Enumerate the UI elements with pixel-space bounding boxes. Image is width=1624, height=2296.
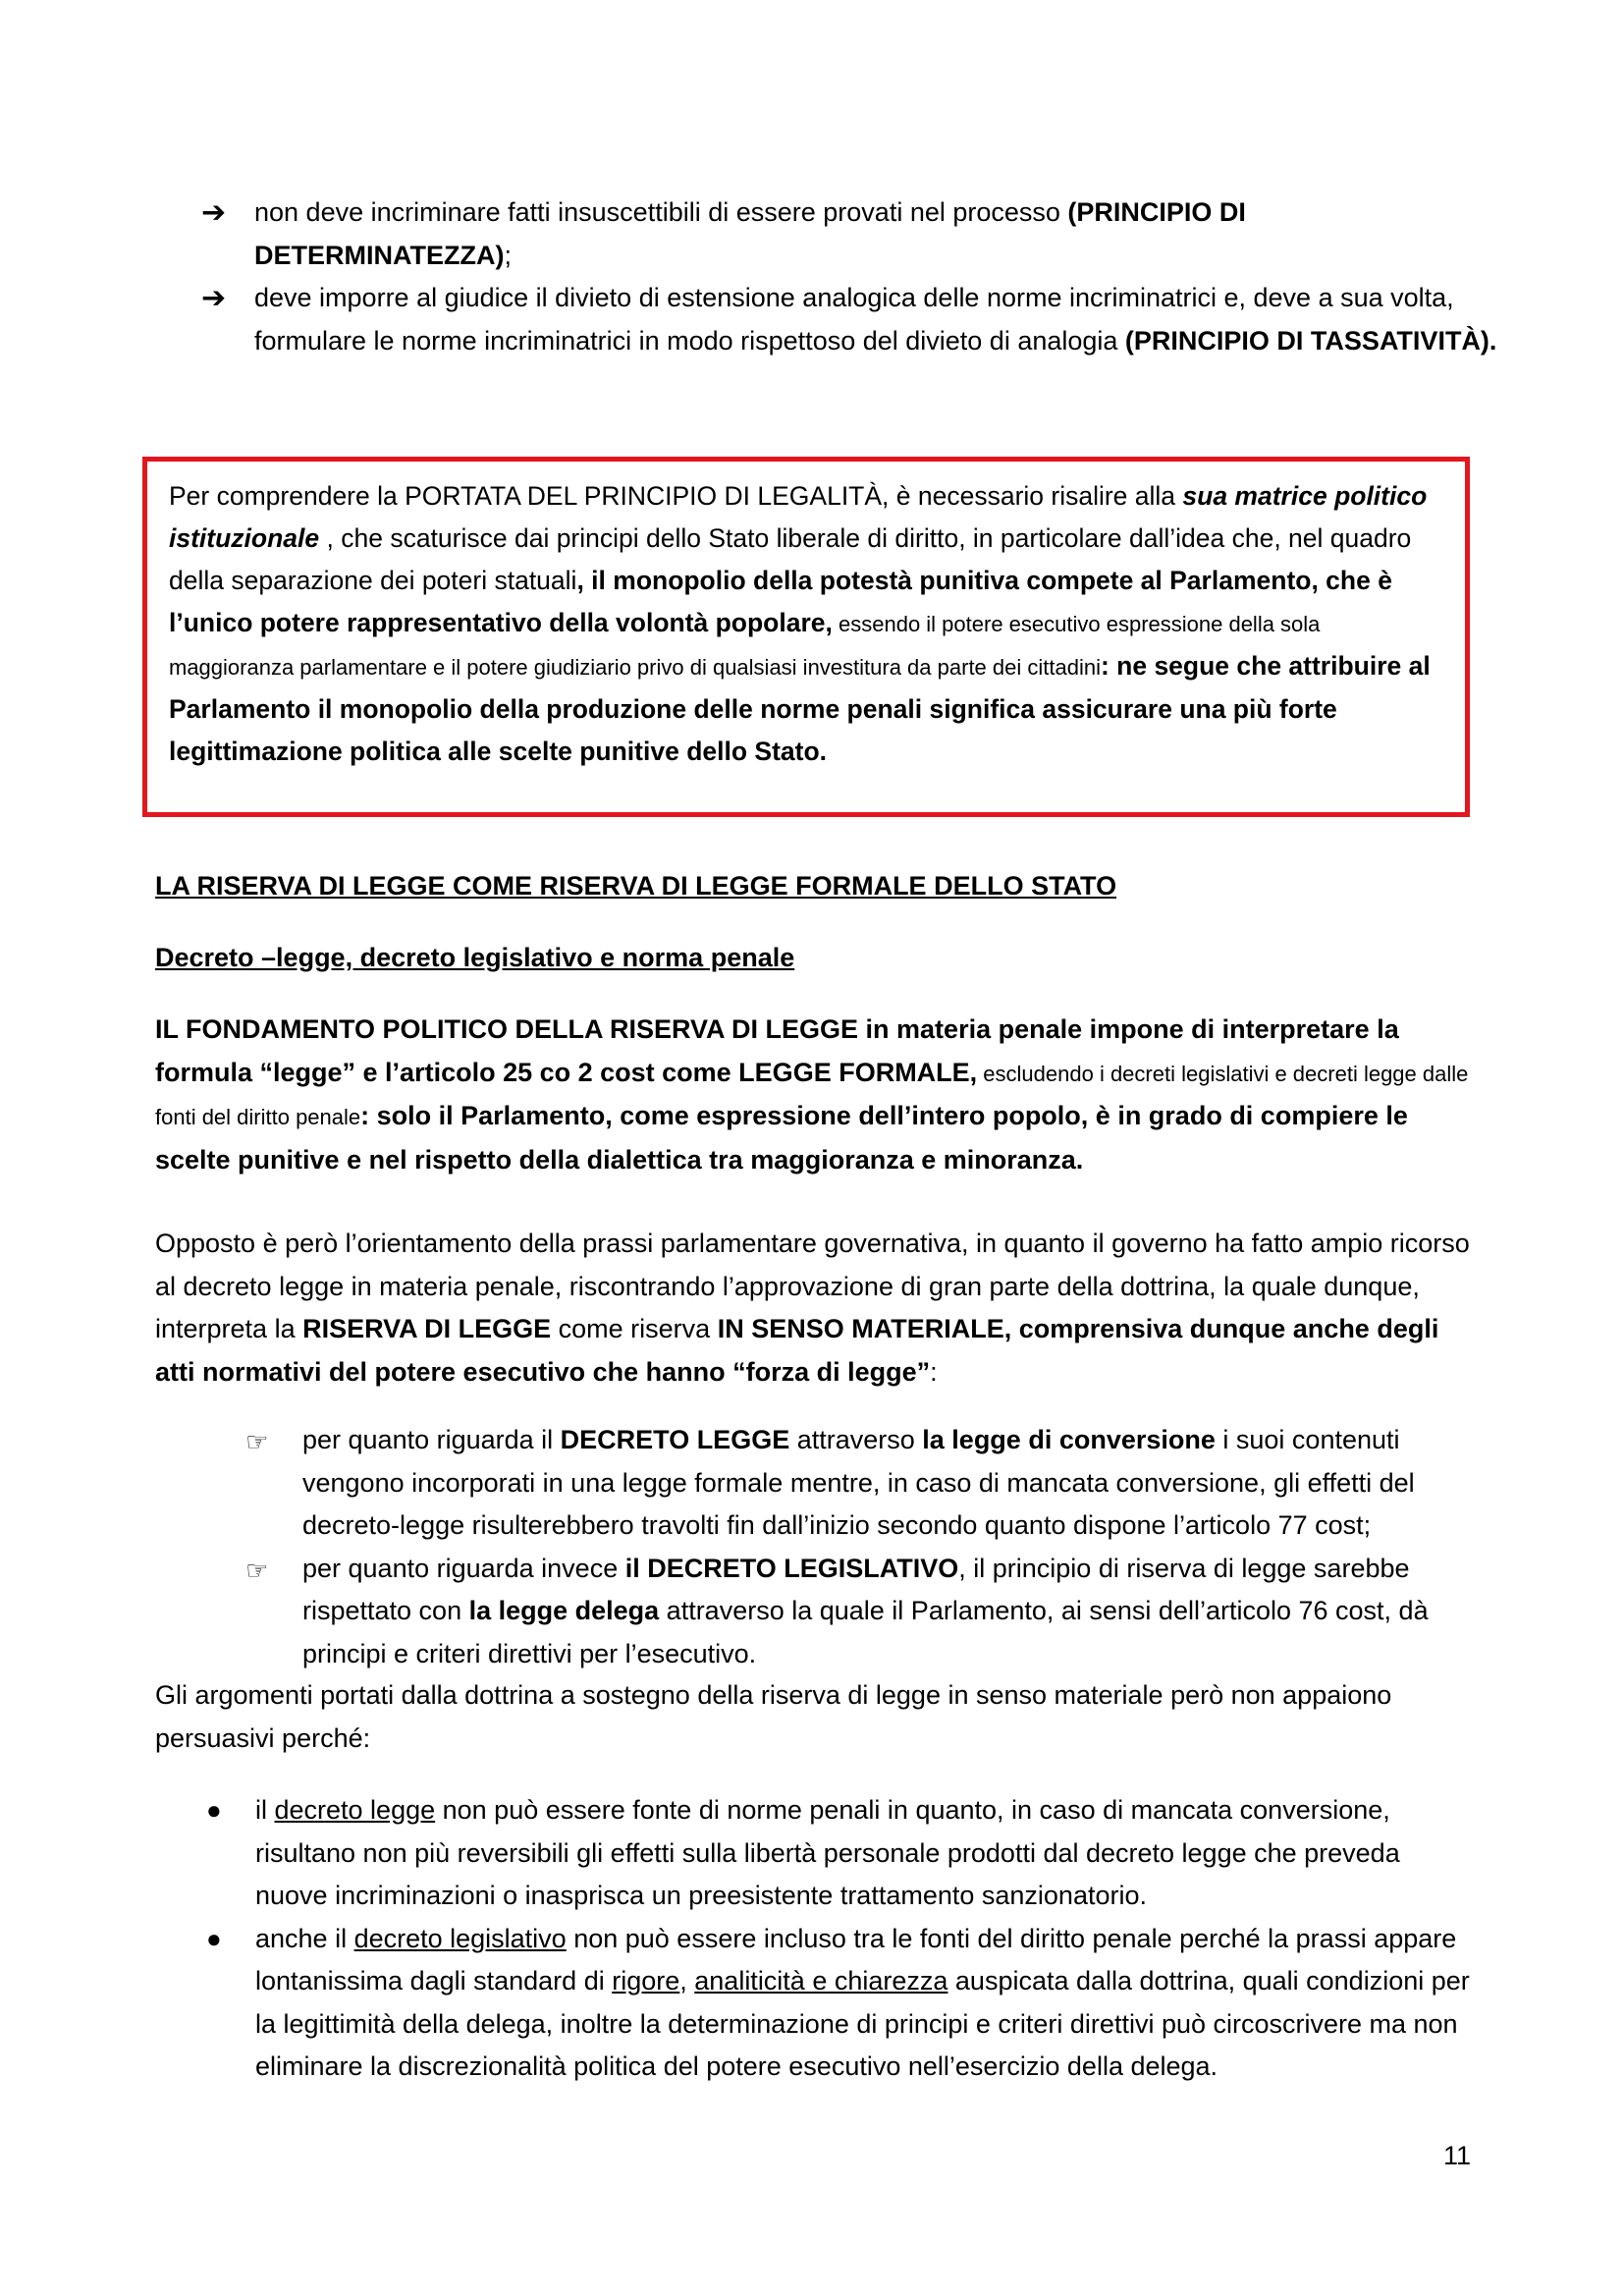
highlight-box-text: Per comprendere la PORTATA DEL PRINCIPIO DI LEGALITÀ, è necessario risalire alla sua matrice politico istituzionale , che scaturisce dai principi dello Stato liberale di diritto, in particolare dall’idea che, nel quadro della separazione dei poteri statuali, il monopolio della potestà punitiva compete al Parlamento, che è l’unico potere rappresentativo della volontà popolare, essendo il potere esecutivo espressione della sola maggioranza parlamentare e il potere giudiziario privo di qualsiasi investitura da parte dei cittadini: ne segue che attribuire al Parlamento il monopolio della produzione delle norme penali significa assicurare una più forte legittimazione politica alle scelte punitive dello Stato. <box>169 481 1431 766</box>
bullet-dot-icon: ● <box>206 1923 222 1953</box>
arrow-list-item: ➔ non deve incriminare fatti insuscettibili di essere provati nel processo (PRINCIPIO DI DETERMINATEZZA); <box>201 191 1497 277</box>
bullet-list <box>201 1789 1478 2089</box>
pointing-hand-icon: ☞ <box>245 1555 269 1585</box>
page-number: 11 <box>1443 2141 1472 2170</box>
arrow-list-item: ➔ deve imporre al giudice il divieto di estensione analogica delle norme incriminatrici e, deve a sua volta, formulare le norme incriminatrici in modo rispettoso del divieto di analogia (PRINCIPIO DI TASSATIVITÀ). <box>201 277 1497 362</box>
arrow-bullet-icon: ➔ <box>201 196 227 229</box>
arrow-bullet-icon: ➔ <box>201 282 227 314</box>
paragraph-fondamento: IL FONDAMENTO POLITICO DELLA RISERVA DI LEGGE in materia penale impone di interpretare la formula “legge” e l’articolo 25 co 2 cost come LEGGE FORMALE, escludendo i decreti legislativi e decreti legge dalle fonti del diritto penale: solo il Parlamento, come espressione dell’intero popolo, è in grado di compiere le scelte punitive e nel rispetto della dialettica tra maggioranza e minoranza. <box>155 1014 1469 1175</box>
pointer-list <box>245 1419 1483 1675</box>
section-heading: LA RISERVA DI LEGGE COME RISERVA DI LEGGE FORMALE DELLO STATO <box>155 871 1117 901</box>
paragraph-orientamento: Opposto è però l’orientamento della prassi parlamentare governativa, in quanto il governo ha fatto ampio ricorso al decreto legge in materia penale, riscontrando l’approvazione di gran parte della dottrina, la quale dunque, interpreta la RISERVA DI LEGGE come riserva IN SENSO MATERIALE, comprensiva dunque anche degli atti normativi del potere esecutivo che hanno “forza di legge”: <box>155 1229 1470 1387</box>
subsection-heading: Decreto –legge, decreto legislativo e norma penale <box>155 943 795 972</box>
bullet-list-item: ● il decreto legge non può essere fonte di norme penali in quanto, in caso di mancata conversione, risultano non più reversibili gli effetti sulla libertà personale prodotti dal decreto legge che preveda nuove incriminazioni o inasprisca un preesistente trattamento sanzionatorio. <box>201 1789 1478 1918</box>
highlight-box <box>142 457 1470 817</box>
pointer-list-item: ☞ per quanto riguarda il DECRETO LEGGE attraverso la legge di conversione i suoi contenuti vengono incorporati in una legge formale mentre, in caso di mancata conversione, gli effetti del decreto-legge risulterebbero travolti fin dall’inizio secondo quanto dispone l’articolo 77 cost; <box>245 1419 1483 1548</box>
bullet-list-item: ● anche il decreto legislativo non può essere incluso tra le fonti del diritto penale perché la prassi appare lontanissima dagli standard di rigore, analiticità e chiarezza auspicata dalla dottrina, quali condizioni per la legittimità della delega, inoltre la determinazione di principi e criteri direttivi può circoscrivere ma non eliminare la discrezionalità politica del potere esecutivo nell’esercizio della delega. <box>201 1918 1478 2089</box>
bullet-dot-icon: ● <box>206 1795 222 1825</box>
paragraph-argomenti: Gli argomenti portati dalla dottrina a sostegno della riserva di legge in senso materiale però non appaiono persuasivi perché: <box>155 1680 1392 1753</box>
pointer-list-item: ☞ per quanto riguarda invece il DECRETO LEGISLATIVO, il principio di riserva di legge sarebbe rispettato con la legge delega attraverso la quale il Parlamento, ai sensi dell’articolo 76 cost, dà principi e criteri direttivi per l’esecutivo. <box>245 1548 1483 1676</box>
pointing-hand-icon: ☞ <box>245 1427 269 1456</box>
arrow-list <box>201 191 1497 362</box>
